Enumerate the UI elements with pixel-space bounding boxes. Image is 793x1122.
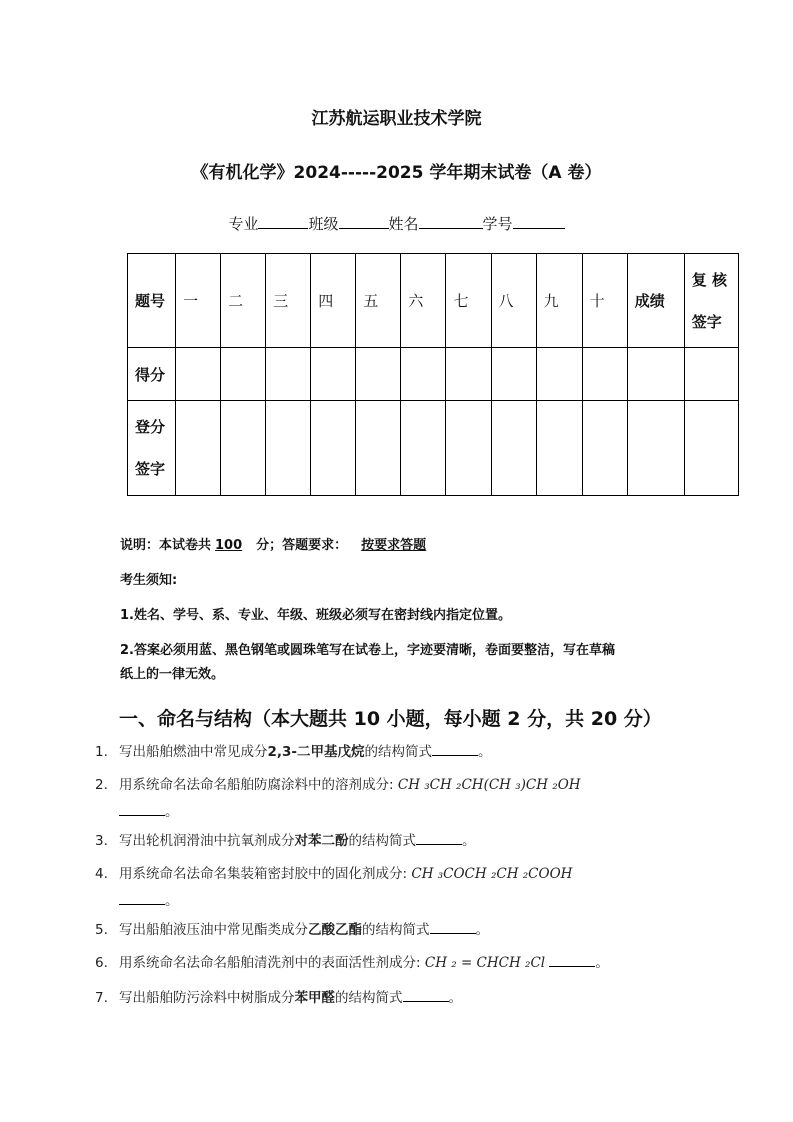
signature-cell[interactable] xyxy=(401,401,446,496)
class-blank[interactable] xyxy=(339,212,389,229)
recorder-sign-label: 签字 xyxy=(135,460,166,478)
question-number: 2. xyxy=(95,777,108,793)
question-text: 的结构简式 xyxy=(364,744,433,760)
question-end: 。 xyxy=(165,893,179,909)
score-table xyxy=(127,253,739,496)
question-number: 3. xyxy=(95,833,108,849)
score-cell[interactable] xyxy=(627,348,684,401)
desc-mid: 分；答题要求： xyxy=(256,538,348,553)
signature-cell[interactable] xyxy=(311,401,356,496)
question-number: 6. xyxy=(95,955,108,971)
compound-name: 对苯二酚 xyxy=(294,833,349,849)
score-cell[interactable] xyxy=(684,348,738,401)
question-number-header: 题号 xyxy=(128,254,176,348)
class-label: 班级 xyxy=(308,215,339,233)
signature-cell[interactable] xyxy=(176,401,221,496)
question-1 xyxy=(95,740,715,760)
section-1-title: 一、命名与结构（本大题共 10 小题，每小题 2 分，共 20 分） xyxy=(119,708,662,730)
desc-prefix: 说明：本试卷共 xyxy=(120,538,212,553)
score-cell[interactable] xyxy=(491,348,536,401)
chemical-formula: CH ₃COCH ₂CH ₂COOH xyxy=(411,866,573,882)
score-cell[interactable] xyxy=(536,348,582,401)
compound-name: 2,3-二甲基戊烷 xyxy=(267,744,365,760)
question-6 xyxy=(95,951,715,971)
notice-item-2-line-2: 纸上的一律无效。 xyxy=(120,667,225,682)
signature-cell[interactable] xyxy=(356,401,401,496)
col-10: 十 xyxy=(582,254,627,348)
question-number: 4. xyxy=(95,866,108,882)
question-number: 7. xyxy=(95,990,108,1006)
question-end: 。 xyxy=(475,922,489,938)
question-text: 写出船舶防污涂料中树脂成分 xyxy=(119,990,295,1006)
answer-blank[interactable] xyxy=(432,743,478,756)
question-end: 。 xyxy=(462,833,476,849)
col-4: 四 xyxy=(311,254,356,348)
score-row-label: 得分 xyxy=(128,348,176,401)
exam-title: 《有机化学》2024-----2025 学年期末试卷（A 卷） xyxy=(191,163,602,183)
signature-cell[interactable] xyxy=(221,401,266,496)
question-4 xyxy=(95,862,715,909)
major-blank[interactable] xyxy=(258,212,308,229)
chemical-formula: CH ₂ = CHCH ₂Cl xyxy=(424,955,546,971)
answer-blank[interactable] xyxy=(416,832,462,845)
question-text: 的结构简式 xyxy=(335,990,403,1006)
col-7: 七 xyxy=(446,254,491,348)
compound-name: 乙酸乙酯 xyxy=(308,922,362,938)
score-cell[interactable] xyxy=(446,348,491,401)
answer-blank[interactable] xyxy=(403,989,449,1002)
review-label: 复 核 xyxy=(691,270,728,289)
name-label: 姓名 xyxy=(388,215,419,233)
major-label: 专业 xyxy=(228,215,259,233)
question-end: 。 xyxy=(165,804,179,820)
name-blank[interactable] xyxy=(419,212,483,229)
signature-cell[interactable] xyxy=(536,401,582,496)
score-cell[interactable] xyxy=(356,348,401,401)
question-text: 写出船舶燃油中常见成分 xyxy=(119,744,268,760)
signature-cell[interactable] xyxy=(446,401,491,496)
signature-cell[interactable] xyxy=(491,401,536,496)
answer-blank[interactable] xyxy=(119,803,165,816)
signature-cell[interactable] xyxy=(582,401,627,496)
question-end: 。 xyxy=(448,990,462,1006)
student-id-blank[interactable] xyxy=(513,212,565,229)
signature-cell[interactable] xyxy=(627,401,684,496)
review-signature-header xyxy=(684,254,738,348)
col-9: 九 xyxy=(536,254,582,348)
exam-description xyxy=(120,534,490,553)
answer-blank[interactable] xyxy=(549,954,595,967)
question-text: 用系统命名法命名船舶防腐涂料中的溶剂成分: xyxy=(119,777,394,793)
score-cell[interactable] xyxy=(266,348,311,401)
col-8: 八 xyxy=(491,254,536,348)
question-text: 用系统命名法命名集装箱密封胶中的固化剂成分: xyxy=(119,866,408,882)
col-5: 五 xyxy=(356,254,401,348)
question-3 xyxy=(95,829,715,849)
total-score-header: 成绩 xyxy=(627,254,684,348)
question-number: 5. xyxy=(95,922,108,938)
question-2 xyxy=(95,773,715,820)
signature-cell[interactable] xyxy=(684,401,738,496)
notice-item-2-line-1: 2.答案必须用蓝、黑色钢笔或圆珠笔写在试卷上，字迹要清晰，卷面要整洁，写在草稿 xyxy=(120,643,615,658)
question-text: 用系统命名法命名船舶清洗剂中的表面活性剂成分: xyxy=(119,955,421,971)
question-text: 的结构简式 xyxy=(348,833,416,849)
recorder-signature-label xyxy=(128,401,176,496)
question-end: 。 xyxy=(595,955,609,971)
notice-heading: 考生须知: xyxy=(120,573,178,588)
col-3: 三 xyxy=(266,254,311,348)
question-text: 写出船舶液压油中常见酯类成分 xyxy=(119,922,308,938)
score-cell[interactable] xyxy=(176,348,221,401)
col-6: 六 xyxy=(401,254,446,348)
notice-item-1: 1.姓名、学号、系、专业、年级、班级必须写在密封线内指定位置。 xyxy=(120,608,511,623)
school-title: 江苏航运职业技术学院 xyxy=(311,109,482,129)
student-id-label: 学号 xyxy=(482,215,513,233)
question-5 xyxy=(95,918,715,938)
review-sign-label: 签字 xyxy=(691,312,722,331)
score-cell[interactable] xyxy=(401,348,446,401)
answer-blank[interactable] xyxy=(119,892,165,905)
question-7 xyxy=(95,986,715,1006)
answer-blank[interactable] xyxy=(430,921,476,934)
signature-cell[interactable] xyxy=(266,401,311,496)
score-cell[interactable] xyxy=(582,348,627,401)
score-cell[interactable] xyxy=(311,348,356,401)
score-cell[interactable] xyxy=(221,348,266,401)
compound-name: 苯甲醛 xyxy=(294,990,335,1006)
question-text: 的结构简式 xyxy=(362,922,430,938)
question-text: 写出轮机润滑油中抗氧剂成分 xyxy=(119,833,295,849)
answer-requirement: 按要求答题 xyxy=(361,538,427,553)
question-end: 。 xyxy=(478,744,492,760)
chemical-formula: CH ₃CH ₂CH(CH ₃)CH ₂OH xyxy=(397,777,581,793)
score-total: 100 xyxy=(215,538,243,553)
col-1: 一 xyxy=(176,254,221,348)
question-number: 1. xyxy=(95,744,108,760)
student-info-line xyxy=(0,212,793,234)
col-2: 二 xyxy=(221,254,266,348)
recorder-label: 登分 xyxy=(135,418,166,436)
